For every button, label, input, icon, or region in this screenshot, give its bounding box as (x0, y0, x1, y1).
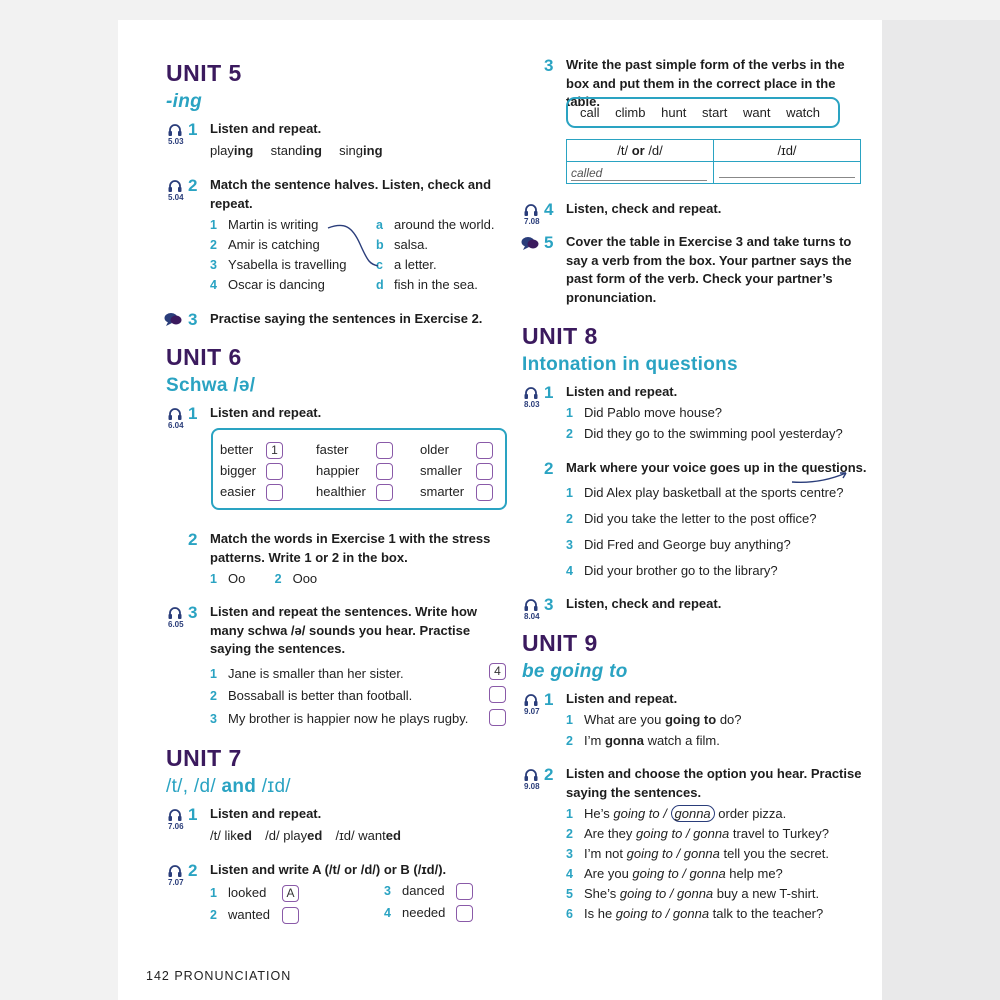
unit-5-title: UNIT 5 (166, 60, 242, 86)
word-suffix: ing (302, 143, 322, 158)
answer-box[interactable] (489, 709, 506, 726)
exercise-instruction: Listen and repeat. (210, 121, 322, 136)
sound-table (566, 139, 861, 184)
exercise-instruction: Listen and choose the option you hear. Practise saying the sentences. (566, 766, 862, 800)
word-item: smaller (420, 463, 493, 480)
exercise-instruction: Write the past simple form of the verbs in the box and put them in the correct place in the table. (566, 57, 845, 109)
word-item: easier (220, 484, 283, 501)
list-item: 3 I’m not going to / gonna tell you the secret. (566, 846, 830, 861)
exercise-number: 3 (188, 310, 198, 329)
list-item: 4 Are you going to / gonna help me? (566, 866, 783, 881)
section-name: PRONUNCIATION (174, 969, 292, 983)
answer-box[interactable] (456, 905, 473, 922)
answer-box[interactable] (266, 463, 283, 480)
headphones-icon (168, 180, 182, 192)
exercise-instruction: Listen, check and repeat. (566, 596, 722, 611)
headphones-icon (524, 694, 538, 706)
unit-7-title: UNIT 7 (166, 745, 242, 771)
headphones-icon (168, 809, 182, 821)
rising-intonation-arrow (790, 470, 852, 484)
track-number: 7.06 (168, 822, 184, 831)
track-number: 5.03 (168, 137, 184, 146)
exercise-instruction: Listen and repeat. (210, 405, 322, 420)
exercise-number: 1 (188, 120, 198, 139)
verb-list: call climb hunt start want watch (580, 105, 821, 120)
ed-word-list: /t/ liked /d/ played /ɪd/ wanted (210, 828, 401, 843)
exercise-number: 1 (544, 383, 554, 402)
unit-8-topic: Intonation in questions (522, 354, 738, 375)
answer-box[interactable] (376, 463, 393, 480)
word-item: smarter (420, 484, 493, 501)
headphones-icon (168, 865, 182, 877)
list-item: 1 Did Pablo move house? (566, 405, 723, 420)
page-number: 142 (146, 969, 170, 983)
track-number: 7.07 (168, 878, 184, 887)
list-item: 1 Did Alex play basketball at the sports centre? (566, 485, 844, 500)
answer-box[interactable]: A (282, 885, 299, 902)
headphones-icon (168, 607, 182, 619)
headphones-icon (168, 124, 182, 136)
exercise-number: 5 (544, 233, 554, 252)
exercise-number: 2 (188, 530, 198, 549)
unit-5-topic: -ing (166, 91, 203, 112)
word-stem: stand (270, 143, 303, 158)
answer-box[interactable]: 4 (489, 663, 506, 680)
word-stem: sing (339, 143, 364, 158)
word-item: older (420, 442, 493, 459)
answer-box[interactable] (489, 686, 506, 703)
list-item: 4 needed (384, 905, 473, 922)
list-item: 1 looked A (210, 885, 299, 902)
list-item: 3 Ysabella is travelling (210, 257, 347, 272)
answer-box[interactable] (476, 442, 493, 459)
exercise-number: 4 (544, 200, 554, 219)
list-item: d fish in the sea. (376, 277, 478, 292)
unit-9-topic: be going to (522, 661, 628, 682)
list-item: c a letter. (376, 257, 437, 272)
headphones-icon (524, 769, 538, 781)
answer-box[interactable] (456, 883, 473, 900)
exercise-instruction: Listen, check and repeat. (566, 201, 722, 216)
exercise-number: 2 (544, 765, 554, 784)
answer-box[interactable] (376, 442, 393, 459)
exercise-instruction: Match the sentence halves. Listen, check and repeat. (210, 177, 492, 211)
list-item: 2 Bossaball is better than football. (210, 688, 413, 703)
word-suffix: ing (363, 143, 383, 158)
exercise-instruction: Cover the table in Exercise 3 and take turns to say a verb from the box. Your partner says the past form of the verb. Check your partner’s pronunciation. (566, 234, 852, 305)
list-item: 3 My brother is happier now he plays rugby. (210, 711, 469, 726)
exercise-instruction: Practise saying the sentences in Exercise 2. (210, 311, 483, 326)
exercise-number: 1 (544, 690, 554, 709)
list-item: 1 What are you going to do? (566, 712, 742, 727)
list-item: 2 wanted (210, 907, 299, 924)
answer-box[interactable] (376, 484, 393, 501)
exercise-number: 3 (544, 595, 554, 614)
list-item: 3 danced (384, 883, 473, 900)
word-item: healthier (316, 484, 393, 501)
unit-9-title: UNIT 9 (522, 630, 598, 656)
speech-bubbles-icon (521, 236, 539, 250)
track-number: 5.04 (168, 193, 184, 202)
exercise-number: 3 (544, 56, 554, 75)
exercise-number: 2 (544, 459, 554, 478)
stress-patterns: 1 Oo 2 Ooo (210, 571, 318, 586)
track-number: 8.03 (524, 400, 540, 409)
list-item: 2 I’m gonna watch a film. (566, 733, 720, 748)
unit-6-title: UNIT 6 (166, 344, 242, 370)
ing-word-list (210, 143, 383, 158)
track-number: 9.08 (524, 782, 540, 791)
headphones-icon (524, 204, 538, 216)
list-item: 1 Jane is smaller than her sister. (210, 666, 404, 681)
exercise-instruction: Listen and repeat. (566, 384, 678, 399)
table-cell[interactable] (714, 162, 861, 184)
unit-7-topic: /t/, /d/ and /ɪd/ (166, 776, 291, 797)
circled-answer: gonna (671, 805, 715, 822)
exercise-number: 1 (188, 404, 198, 423)
exercise-number: 3 (188, 603, 198, 622)
answer-box[interactable] (282, 907, 299, 924)
word-stem: play (210, 143, 234, 158)
track-number: 8.04 (524, 612, 540, 621)
exercise-instruction: Mark where your voice goes up in the questions. (566, 460, 867, 475)
headphones-icon (524, 599, 538, 611)
page-footer (146, 969, 291, 983)
word-item: better 1 (220, 442, 283, 459)
speech-bubbles-icon (164, 312, 182, 326)
list-item: b salsa. (376, 237, 428, 252)
track-number: 7.08 (524, 217, 540, 226)
list-item: 4 Did your brother go to the library? (566, 563, 778, 578)
exercise-number: 2 (188, 861, 198, 880)
exercise-instruction: Listen and repeat. (210, 806, 322, 821)
track-number: 6.04 (168, 421, 184, 430)
list-item: 2 Amir is catching (210, 237, 320, 252)
list-item: 1 Martin is writing (210, 217, 319, 232)
answer-box[interactable] (476, 463, 493, 480)
track-number: 6.05 (168, 620, 184, 629)
list-item: 5 She’s going to / gonna buy a new T-shirt. (566, 886, 820, 901)
exercise-instruction: Listen and repeat. (566, 691, 678, 706)
list-item: 6 Is he going to / gonna talk to the teacher? (566, 906, 824, 921)
headphones-icon (524, 387, 538, 399)
exercise-instruction: Match the words in Exercise 1 with the stress patterns. Write 1 or 2 in the box. (210, 531, 491, 565)
list-item: 1 He’s going to / gonna order pizza. (566, 806, 787, 821)
exercise-instruction: Listen and write A (/t/ or /d/) or B (/ɪd/). (210, 862, 447, 877)
list-item: 3 Did Fred and George buy anything? (566, 537, 791, 552)
answer-box[interactable]: 1 (266, 442, 283, 459)
table-cell[interactable]: called (567, 162, 714, 184)
table-header: /ɪd/ (714, 140, 861, 162)
exercise-number: 2 (188, 176, 198, 195)
answer-box[interactable] (266, 484, 283, 501)
headphones-icon (168, 408, 182, 420)
unit-6-topic: Schwa /ə/ (166, 375, 256, 396)
list-item: 2 Did they go to the swimming pool yesterday? (566, 426, 843, 441)
list-item: 2 Did you take the letter to the post office? (566, 511, 817, 526)
match-line (326, 222, 386, 272)
track-number: 9.07 (524, 707, 540, 716)
unit-8-title: UNIT 8 (522, 323, 598, 349)
list-item: a around the world. (376, 217, 495, 232)
answer-box[interactable] (476, 484, 493, 501)
exercise-instruction: Listen and repeat the sentences. Write how many schwa /ə/ sounds you hear. Practise saying the sentences. (210, 604, 478, 656)
page-edge (882, 20, 1000, 1000)
list-item: 2 Are they going to / gonna travel to Turkey? (566, 826, 830, 841)
word-suffix: ing (233, 143, 254, 158)
exercise-number: 1 (188, 805, 198, 824)
word-item: faster (316, 442, 393, 459)
word-item: bigger (220, 463, 283, 480)
word-item: happier (316, 463, 393, 480)
list-item: 4 Oscar is dancing (210, 277, 325, 292)
table-header: /t/ or /d/ (567, 140, 714, 162)
